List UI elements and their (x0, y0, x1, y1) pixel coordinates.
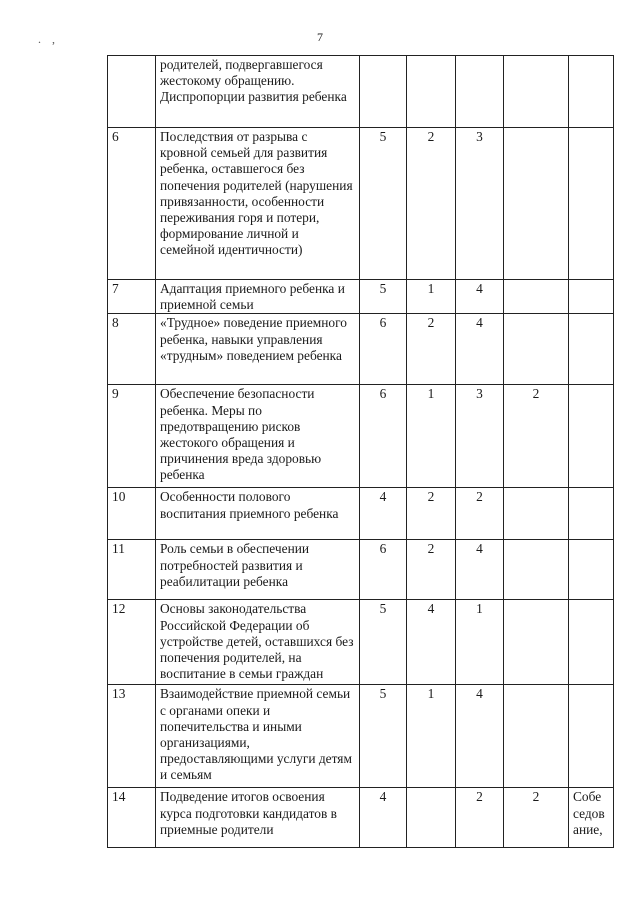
hours-self-study-cell (504, 128, 569, 280)
hours-practice-cell: 4 (456, 540, 504, 600)
curriculum-table (107, 55, 614, 848)
control-form-cell (569, 314, 614, 385)
hours-self-study-cell (504, 280, 569, 314)
table-row (108, 488, 614, 540)
row-number: 7 (108, 280, 156, 314)
hours-self-study-cell: 2 (504, 385, 569, 488)
control-form-cell (569, 600, 614, 685)
hours-total-cell: 6 (360, 314, 407, 385)
row-number (108, 56, 156, 128)
row-number: 9 (108, 385, 156, 488)
hours-self-study-cell (504, 488, 569, 540)
hours-total-cell: 5 (360, 128, 407, 280)
scan-specks: . , (38, 32, 59, 46)
topic-cell: Основы законодательства Российской Федерации об устройстве детей, оставшихся без попечения родителей, на воспитание в семьи граждан (156, 600, 360, 685)
topic-cell: Особенности полового воспитания приемного ребенка (156, 488, 360, 540)
table-row (108, 788, 614, 848)
topic-cell: Обеспечение безопасности ребенка. Меры по предотвращению рисков жестокого обращения и причинения вреда здоровью ребенка (156, 385, 360, 488)
control-form-cell (569, 488, 614, 540)
hours-self-study-cell (504, 314, 569, 385)
hours-self-study-cell (504, 540, 569, 600)
row-number: 6 (108, 128, 156, 280)
hours-lectures-cell: 2 (407, 540, 456, 600)
hours-practice-cell: 2 (456, 788, 504, 848)
table-row (108, 280, 614, 314)
hours-total-cell: 5 (360, 685, 407, 788)
table-row (108, 385, 614, 488)
hours-lectures-cell: 2 (407, 488, 456, 540)
hours-practice-cell (456, 56, 504, 128)
hours-lectures-cell (407, 788, 456, 848)
topic-cell: родителей, подвергавшегося жестокому обращению. Диспропорции развития ребенка (156, 56, 360, 128)
page-number: 7 (317, 30, 323, 44)
row-number: 13 (108, 685, 156, 788)
control-form-cell (569, 56, 614, 128)
row-number: 14 (108, 788, 156, 848)
hours-total-cell: 4 (360, 788, 407, 848)
topic-cell: «Трудное» поведение приемного ребенка, навыки управления «трудным» поведением ребенка (156, 314, 360, 385)
control-form-cell (569, 280, 614, 314)
hours-self-study-cell: 2 (504, 788, 569, 848)
control-form-cell (569, 128, 614, 280)
table-row (108, 128, 614, 280)
hours-total-cell: 6 (360, 540, 407, 600)
control-form-cell (569, 385, 614, 488)
hours-practice-cell: 4 (456, 314, 504, 385)
table-row (108, 314, 614, 385)
hours-practice-cell: 3 (456, 128, 504, 280)
hours-lectures-cell: 1 (407, 685, 456, 788)
control-form-cell (569, 685, 614, 788)
control-form-cell: Собе седов ание, (569, 788, 614, 848)
row-number: 12 (108, 600, 156, 685)
control-form-cell (569, 540, 614, 600)
hours-total-cell: 4 (360, 488, 407, 540)
table-row (108, 685, 614, 788)
hours-lectures-cell: 1 (407, 280, 456, 314)
hours-lectures-cell: 4 (407, 600, 456, 685)
topic-cell: Взаимодействие приемной семьи с органами опеки и попечительства и иными организациями, предоставляющими услуги детям и семьям (156, 685, 360, 788)
hours-total-cell: 6 (360, 385, 407, 488)
hours-lectures-cell: 1 (407, 385, 456, 488)
hours-self-study-cell (504, 685, 569, 788)
hours-total-cell: 5 (360, 280, 407, 314)
table-row (108, 540, 614, 600)
hours-lectures-cell: 2 (407, 128, 456, 280)
hours-practice-cell: 4 (456, 280, 504, 314)
table-row (108, 600, 614, 685)
hours-lectures-cell: 2 (407, 314, 456, 385)
topic-cell: Роль семьи в обеспечении потребностей развития и реабилитации ребенка (156, 540, 360, 600)
hours-self-study-cell (504, 600, 569, 685)
hours-practice-cell: 2 (456, 488, 504, 540)
table-row (108, 56, 614, 128)
row-number: 11 (108, 540, 156, 600)
hours-lectures-cell (407, 56, 456, 128)
row-number: 10 (108, 488, 156, 540)
hours-practice-cell: 4 (456, 685, 504, 788)
hours-self-study-cell (504, 56, 569, 128)
hours-practice-cell: 1 (456, 600, 504, 685)
topic-cell: Подведение итогов освоения курса подготовки кандидатов в приемные родители (156, 788, 360, 848)
topic-cell: Адаптация приемного ребенка и приемной семьи (156, 280, 360, 314)
hours-total-cell: 5 (360, 600, 407, 685)
hours-total-cell (360, 56, 407, 128)
row-number: 8 (108, 314, 156, 385)
topic-cell: Последствия от разрыва с кровной семьей для развития ребенка, оставшегося без попечения родителей (нарушения привязанности, особенности переживания горя и потери, формирование личной и семейной идентичности) (156, 128, 360, 280)
hours-practice-cell: 3 (456, 385, 504, 488)
